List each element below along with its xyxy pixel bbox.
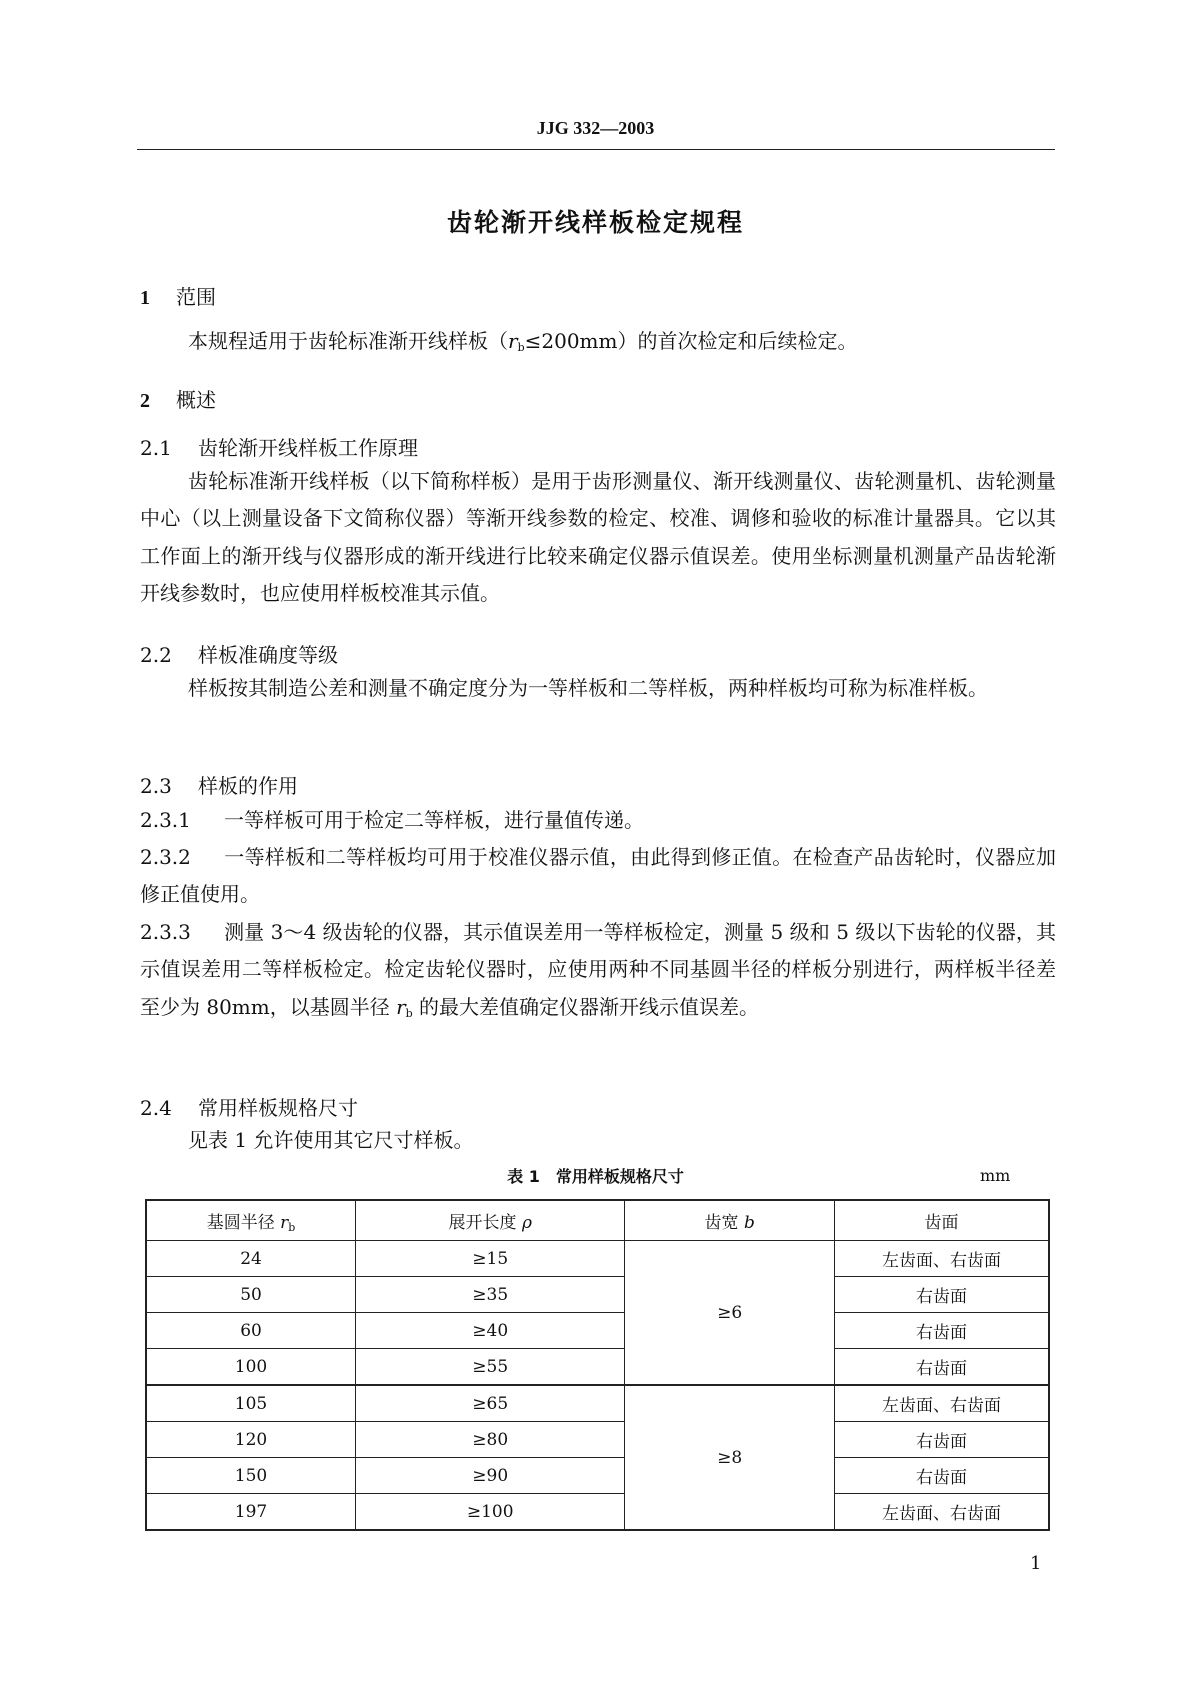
section-text: 一等样板可用于检定二等样板，进行量值传递。 — [224, 808, 644, 832]
cell-radius: 197 — [146, 1494, 356, 1531]
section-number: 2.2 — [140, 643, 172, 667]
section-number: 2.3.1 — [140, 808, 191, 832]
variable-r: r — [508, 329, 518, 353]
cell-radius: 150 — [146, 1458, 356, 1494]
cell-face: 右齿面 — [834, 1349, 1049, 1386]
cell-radius: 24 — [146, 1241, 356, 1277]
cell-length: ≥35 — [356, 1277, 625, 1313]
section-2-2-text: 样板按其制造公差和测量不确定度分为一等样板和二等样板，两种样板均可称为标准样板。 — [188, 676, 988, 700]
subscript-b: b — [405, 1006, 413, 1020]
section-1-heading — [140, 281, 216, 310]
cell-radius: 100 — [146, 1349, 356, 1386]
cell-face: 左齿面、右齿面 — [834, 1385, 1049, 1422]
table-row — [146, 1422, 1049, 1458]
cell-length: ≥90 — [356, 1458, 625, 1494]
cell-radius: 120 — [146, 1422, 356, 1458]
page-header: JJG 332—2003 — [536, 118, 655, 138]
section-number: 2.1 — [140, 436, 172, 460]
cell-width: ≥6 — [625, 1241, 835, 1386]
text-fragment: 的最大差值确定仪器渐开线示值误差。 — [412, 994, 760, 1019]
cell-width: ≥8 — [625, 1385, 835, 1530]
spec-table — [145, 1199, 1050, 1531]
table-row — [146, 1494, 1049, 1531]
section-number: 1 — [140, 287, 150, 309]
header-face: 齿面 — [834, 1200, 1049, 1241]
section-2-1-text: 齿轮标准渐开线样板（以下简称样板）是用于齿形测量仪、渐开线测量仪、齿轮测量机、齿轮测量中心（以上测量设备下文简称仪器）等渐开线参数的检定、校准、调修和验收的标准计量器具。它以其工作面上的渐开线与仪器形成的渐开线进行比较来确定仪器示值误差。使用坐标测量机测量产品齿轮渐开线参数时，也应使用样板校准其示值。 — [140, 469, 1056, 606]
section-number: 2 — [140, 390, 150, 412]
page-number: 1 — [1030, 1553, 1042, 1574]
header-length: 展开长度 ρ — [356, 1200, 625, 1241]
section-title: 范围 — [176, 285, 216, 309]
section-number: 2.4 — [140, 1096, 172, 1120]
cell-radius: 60 — [146, 1313, 356, 1349]
table-row — [146, 1349, 1049, 1386]
table-row — [146, 1385, 1049, 1422]
variable-r: r — [396, 994, 406, 1019]
section-text: 一等样板和二等样板均可用于校准仪器示值，由此得到修正值。在检查产品齿轮时，仪器应加修正值使用。 — [140, 845, 1056, 907]
section-2-3-heading — [140, 770, 298, 799]
table-row — [146, 1313, 1049, 1349]
table-row — [146, 1458, 1049, 1494]
document-title: 齿轮渐开线样板检定规程 — [446, 208, 744, 237]
table-unit: mm — [980, 1166, 1011, 1185]
section-2-3-2 — [140, 839, 1056, 914]
cell-face: 左齿面、右齿面 — [834, 1494, 1049, 1531]
section-title: 样板的作用 — [198, 774, 298, 798]
cell-face: 右齿面 — [834, 1313, 1049, 1349]
table-caption: 表 1 常用样板规格尺寸 — [507, 1167, 684, 1186]
cell-length: ≥100 — [356, 1494, 625, 1531]
cell-radius: 105 — [146, 1385, 356, 1422]
table-header-row — [146, 1200, 1049, 1241]
cell-length: ≥55 — [356, 1349, 625, 1386]
cell-length: ≥40 — [356, 1313, 625, 1349]
table-row — [146, 1241, 1049, 1277]
section-2-3-1 — [140, 802, 1056, 839]
section-title: 常用样板规格尺寸 — [198, 1096, 358, 1120]
text-fragment: 测量 3～4 级齿轮的仪器，其示值误差用一等样板检定，测量 5 级和 5 级以下齿轮的仪器，其示值误差用二等样板检定。检定齿轮仪器时，应使用两种不同基圆半径的样板分别进行，两样板半径差至少为 80mm，以基圆半径 — [140, 920, 1056, 1019]
subscript-b: b — [517, 341, 525, 354]
cell-length: ≥65 — [356, 1385, 625, 1422]
section-title: 齿轮渐开线样板工作原理 — [198, 436, 418, 460]
header-width: 齿宽 b — [625, 1200, 835, 1241]
cell-radius: 50 — [146, 1277, 356, 1313]
section-1-text — [140, 323, 1056, 366]
section-2-4-text: 见表 1 允许使用其它尺寸样板。 — [188, 1128, 474, 1152]
header-divider — [137, 149, 1055, 150]
cell-face: 右齿面 — [834, 1458, 1049, 1494]
table-row — [146, 1277, 1049, 1313]
section-number: 2.3.3 — [140, 920, 191, 944]
section-title: 样板准确度等级 — [198, 643, 338, 667]
cell-length: ≥80 — [356, 1422, 625, 1458]
cell-face: 右齿面 — [834, 1277, 1049, 1313]
section-number: 2.3.2 — [140, 845, 191, 869]
cell-face: 右齿面 — [834, 1422, 1049, 1458]
section-number: 2.3 — [140, 774, 172, 798]
section-title: 概述 — [176, 388, 216, 412]
section-2-1-heading — [140, 432, 418, 461]
cell-length: ≥15 — [356, 1241, 625, 1277]
cell-face: 左齿面、右齿面 — [834, 1241, 1049, 1277]
section-2-4-heading — [140, 1092, 358, 1121]
header-radius: 基圆半径 $r_b$ — [146, 1200, 356, 1241]
section-2-2-heading — [140, 639, 338, 668]
text-fragment: 本规程适用于齿轮标准渐开线样板（ — [188, 329, 508, 353]
text-fragment: ≤200mm）的首次检定和后续检定。 — [524, 329, 858, 353]
section-2-3-3 — [140, 914, 1056, 1032]
section-2-heading — [140, 384, 216, 413]
